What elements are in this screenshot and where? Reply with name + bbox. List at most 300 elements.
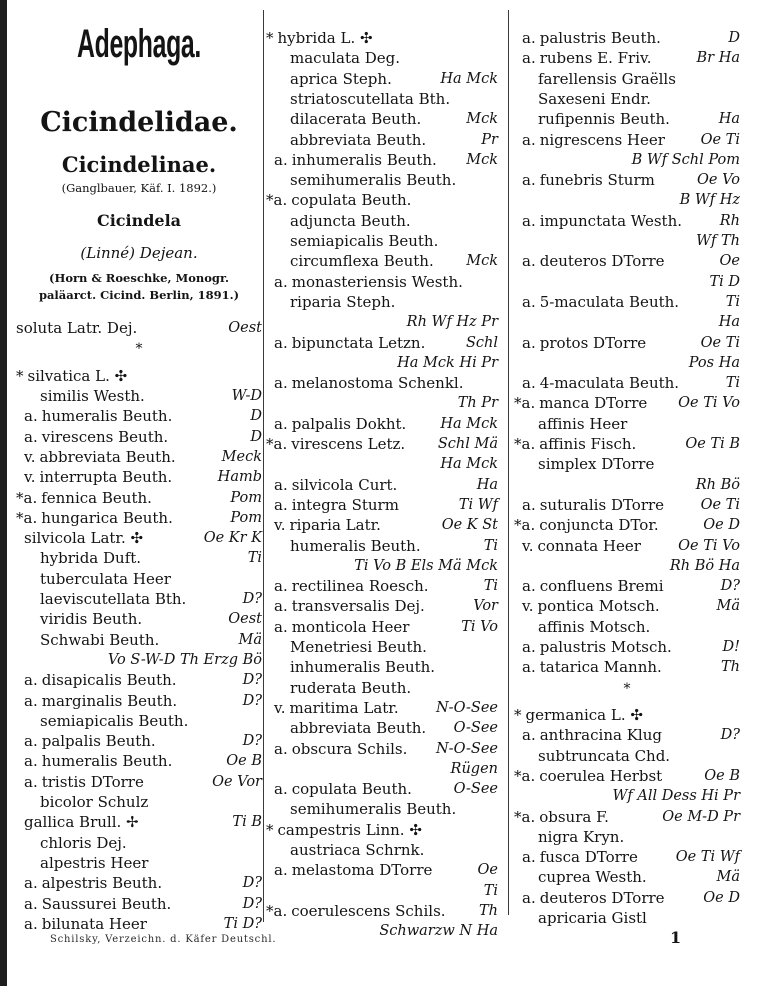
distribution-code: D?: [242, 591, 262, 607]
species-entry: [514, 596, 740, 616]
distribution-code: Mck: [466, 253, 498, 270]
taxon-name: bilunata Heer: [41, 914, 147, 933]
rank-prefix: a.: [522, 848, 536, 867]
species-entry: [266, 109, 498, 129]
rank-prefix: a.: [274, 739, 288, 758]
species-entry: [514, 515, 740, 535]
distribution-continuation: Pos Ha: [688, 354, 740, 371]
taxon-name: palustris Motsch.: [539, 638, 672, 656]
taxon-name: semihumeralis Beuth.: [290, 800, 457, 819]
order-heading: Adephaga.: [77, 22, 201, 66]
distribution-code: Pom: [230, 489, 262, 506]
taxon-name: silvatica L. ✣: [27, 366, 128, 385]
taxon-name: copulata Beuth.: [291, 191, 412, 210]
distribution-code: O-See: [453, 720, 498, 737]
distribution-code: Oe: [477, 862, 498, 879]
taxon-name: circumflexa Beuth.: [290, 252, 434, 271]
species-entry: [16, 609, 262, 629]
distribution-code: Oe Kr K: [203, 530, 262, 547]
distribution-code: Pr: [481, 131, 498, 148]
species-entry: [266, 495, 498, 515]
distribution-code: D: [250, 408, 262, 425]
species-entry: [266, 190, 498, 210]
species-entry: [266, 718, 498, 738]
distribution-code: W-D: [231, 388, 262, 404]
species-entry: [266, 678, 498, 698]
distribution-continuation: B Wf Hz: [679, 192, 740, 209]
species-entry: [514, 617, 740, 637]
section-separator: *: [135, 341, 143, 358]
genus-literature: (Horn & Roeschke, Monogr.: [49, 271, 229, 285]
species-entry: [16, 914, 262, 934]
species-entry: [514, 637, 740, 657]
species-entry: [266, 820, 498, 840]
subfamily-reference: (Ganglbauer, Käf. I. 1892.): [61, 181, 217, 195]
taxon-name: riparia Steph.: [290, 292, 396, 311]
rank-prefix: a.: [274, 495, 288, 514]
distribution-code: Oe: [719, 253, 740, 270]
distribution-continuation: Wf All Dess Hi Pr: [612, 788, 740, 805]
distribution-continuation: Ha: [718, 314, 740, 331]
species-entry: [266, 576, 498, 596]
rank-prefix: v.: [274, 516, 286, 535]
taxon-name: affinis Heer: [538, 414, 628, 433]
species-entry: [16, 792, 262, 812]
species-entry: [266, 292, 498, 312]
taxon-name: Menetriesi Beuth.: [290, 638, 427, 656]
rank-prefix: a.: [522, 658, 536, 677]
rank-prefix: a.: [274, 414, 288, 433]
taxon-name: humeralis Beuth.: [290, 536, 421, 555]
distribution-code: Oe Ti B: [685, 436, 740, 452]
taxon-name: inhumeralis Beuth.: [291, 150, 437, 169]
taxon-name: farellensis Graëlls: [538, 69, 676, 88]
taxon-name: riparia Latr.: [289, 516, 381, 535]
taxon-name: silvicola Latr. ✣: [24, 529, 144, 548]
taxon-name: Schwabi Beuth.: [40, 630, 160, 649]
distribution-continuation: Rh Wf Hz Pr: [406, 314, 498, 331]
species-entry: [266, 272, 498, 292]
species-entry: [16, 427, 262, 447]
taxon-name: apricaria Gistl: [538, 909, 647, 927]
rank-prefix: a.: [522, 577, 536, 596]
taxon-name: affinis Motsch.: [538, 617, 651, 636]
rank-prefix: a.: [24, 894, 38, 913]
rank-prefix: a.: [24, 407, 38, 426]
species-entry: [514, 89, 740, 109]
distribution-code: D?: [242, 875, 262, 892]
species-entry: [266, 414, 498, 434]
rank-prefix: v.: [24, 447, 36, 466]
footer-citation: Schilsky, Verzeichn. d. Käfer Deutschl.: [50, 934, 277, 945]
taxon-name: germanica L. ✣: [525, 706, 643, 724]
taxon-name: simplex DTorre: [538, 455, 655, 474]
rank-prefix: v.: [24, 468, 36, 487]
species-entry: [16, 772, 262, 792]
taxon-name: manca DTorre: [539, 394, 648, 413]
distribution-continuation: Rh Bö: [695, 476, 740, 493]
taxon-name: connata Heer: [537, 536, 641, 555]
taxon-name: abbreviata Beuth.: [39, 447, 176, 466]
species-entry: [514, 373, 740, 393]
rank-prefix: *a.: [16, 508, 38, 527]
distribution-code: Mä: [716, 869, 740, 886]
species-entry: [266, 515, 498, 535]
distribution-code: Th: [720, 659, 740, 676]
species-entry: [514, 536, 740, 556]
rank-prefix: a.: [24, 772, 38, 791]
section-separator: *: [623, 680, 631, 697]
species-entry: [514, 454, 740, 474]
taxon-name: fusca DTorre: [539, 848, 638, 867]
genus-author: (Linné) Dejean.: [80, 244, 198, 262]
rank-prefix: a.: [274, 617, 288, 636]
distribution-code: N-O-See: [435, 740, 498, 757]
distribution-code: Ti: [725, 293, 740, 310]
taxon-name: bipunctata Letzn.: [291, 333, 426, 352]
distribution-code: Ha: [718, 111, 740, 128]
distribution-code: Oe Ti: [700, 131, 740, 148]
distribution-code: Mck: [466, 111, 498, 128]
distribution-continuation: Wf Th: [696, 233, 740, 249]
rank-prefix: *a.: [514, 766, 536, 785]
species-entry: [514, 414, 740, 434]
species-entry: [16, 528, 262, 548]
species-entry: [266, 333, 498, 353]
rank-prefix: a.: [522, 726, 536, 745]
taxon-name: conjuncta DTor.: [539, 516, 659, 535]
distribution-code: Oe Ti: [700, 334, 740, 351]
species-entry: [514, 888, 740, 908]
taxon-name: semiapicalis Beuth.: [290, 232, 439, 250]
species-entry: [266, 617, 498, 637]
rank-prefix: a.: [522, 495, 536, 514]
rank-prefix: a.: [274, 475, 288, 494]
rank-prefix: *a.: [16, 488, 38, 507]
distribution-code: D: [728, 30, 740, 46]
species-entry: [514, 130, 740, 150]
rank-prefix: *a.: [266, 901, 288, 920]
species-entry: [266, 69, 498, 89]
taxon-name: hungarica Beuth.: [41, 508, 173, 527]
genus-literature: paläarct. Cicind. Berlin, 1891.): [38, 288, 240, 302]
rank-prefix: a.: [522, 638, 536, 656]
distribution-code: Oe B: [704, 767, 740, 784]
species-entry: [16, 711, 262, 731]
taxon-name: funebris Sturm: [539, 171, 655, 190]
taxon-name: virescens Beuth.: [41, 427, 169, 446]
taxon-name: interrupta Beuth.: [39, 468, 173, 487]
taxon-name: melastoma DTorre: [291, 861, 433, 880]
rank-prefix: a.: [522, 171, 536, 190]
page-number: 1: [670, 928, 682, 947]
taxon-name: coerulea Herbst: [539, 766, 663, 785]
taxon-name: austriaca Schrnk.: [290, 841, 425, 859]
taxon-name: abbreviata Beuth.: [290, 719, 427, 738]
taxon-name: hybrida Duft.: [40, 549, 142, 568]
rank-prefix: a.: [274, 272, 288, 291]
species-entry: [266, 536, 498, 556]
species-entry: [514, 333, 740, 353]
distribution-continuation: Ha Mck Hi Pr: [397, 354, 498, 371]
distribution-code: Oe D: [703, 517, 740, 534]
species-entry: [16, 751, 262, 771]
species-entry: [16, 873, 262, 893]
rank-prefix: *: [514, 706, 522, 724]
rank-prefix: a.: [522, 29, 536, 47]
rank-prefix: a.: [24, 691, 38, 710]
species-entry: [514, 170, 740, 190]
taxon-name: palpalis Beuth.: [41, 732, 156, 751]
distribution-code: Mck: [466, 151, 498, 168]
distribution-continuation: Ha Mck: [440, 456, 498, 473]
species-entry: [16, 630, 262, 650]
taxon-name: ruderata Beuth.: [290, 678, 412, 697]
rank-prefix: *a.: [514, 516, 536, 535]
species-entry: [266, 475, 498, 495]
taxon-name: subtruncata Chd.: [538, 746, 671, 765]
species-entry: [16, 670, 262, 690]
taxon-name: disapicalis Beuth.: [41, 671, 177, 690]
species-entry: [266, 251, 498, 271]
taxon-name: rectilinea Roesch.: [291, 577, 429, 596]
taxon-name: anthracina Klug: [539, 726, 662, 745]
distribution-code: Pom: [230, 509, 262, 526]
rank-prefix: a.: [522, 211, 536, 230]
taxon-name: 4-maculata Beuth.: [539, 374, 680, 393]
species-entry: [514, 827, 740, 847]
species-entry: [514, 847, 740, 867]
species-entry: [266, 28, 498, 48]
rank-prefix: *a.: [514, 394, 536, 413]
species-entry: [514, 109, 740, 129]
species-entry: [266, 637, 498, 657]
distribution-continuation: Rh Bö Ha: [669, 557, 740, 574]
rank-prefix: *: [266, 29, 274, 47]
species-entry: [514, 211, 740, 231]
distribution-code: O-See: [453, 781, 498, 798]
taxon-name: monticola Heer: [291, 617, 410, 636]
distribution-code: Oest: [228, 611, 262, 628]
taxon-name: monasteriensis Westh.: [291, 272, 463, 291]
distribution-code: D?: [242, 733, 262, 750]
species-entry: [16, 508, 262, 528]
species-entry: [16, 833, 262, 853]
distribution-code: Oe K St: [441, 517, 498, 534]
species-entry: [514, 434, 740, 454]
taxon-name: alpestris Heer: [40, 853, 149, 872]
species-entry: [266, 434, 498, 454]
species-entry: [514, 251, 740, 271]
species-entry: [514, 908, 740, 928]
taxon-name: rufipennis Beuth.: [538, 110, 670, 129]
rank-prefix: a.: [522, 374, 536, 393]
rank-prefix: *: [266, 820, 274, 839]
distribution-code: Schl: [465, 334, 498, 351]
distribution-code: Oe Ti Vo: [678, 395, 740, 412]
taxon-name: alpestris Beuth.: [41, 874, 163, 893]
taxon-name: copulata Beuth.: [291, 780, 412, 799]
rank-prefix: a.: [274, 577, 288, 596]
taxon-name: palpalis Dokht.: [291, 414, 407, 433]
species-entry: [266, 739, 498, 759]
species-entry: [16, 318, 262, 338]
species-entry: [266, 150, 498, 170]
rank-prefix: a.: [274, 597, 288, 616]
distribution-code: Ti D?: [223, 915, 262, 932]
genus-heading: Cicindela: [96, 211, 182, 230]
taxon-name: silvicola Curt.: [291, 475, 398, 494]
rank-prefix: a.: [522, 888, 536, 907]
species-entry: [266, 698, 498, 718]
distribution-code: Hamb: [217, 469, 262, 486]
column-divider: [508, 10, 509, 915]
taxon-name: tatarica Mannh.: [539, 658, 662, 677]
taxon-name: transversalis Dej.: [291, 597, 425, 616]
distribution-code: Oest: [228, 320, 262, 336]
rank-prefix: a.: [24, 671, 38, 690]
taxon-name: gallica Brull. ✢: [24, 813, 139, 832]
distribution-code: D?: [242, 672, 262, 689]
distribution-code: Ti: [725, 375, 740, 392]
distribution-continuation: B Wf Schl Pom: [631, 151, 740, 168]
distribution-continuation: Th Pr: [457, 395, 498, 412]
species-entry: [16, 366, 262, 386]
species-entry: [514, 705, 740, 725]
species-entry: [266, 657, 498, 677]
rank-prefix: *a.: [514, 807, 536, 826]
rank-prefix: a.: [274, 150, 288, 169]
taxon-name: semihumeralis Beuth.: [290, 171, 457, 190]
distribution-code: Ti Vo: [461, 618, 498, 635]
taxon-name: tristis DTorre: [41, 772, 144, 791]
taxon-name: similis Westh.: [40, 387, 145, 405]
rank-prefix: a.: [24, 427, 38, 446]
species-entry: [266, 779, 498, 799]
species-entry: [514, 746, 740, 766]
species-entry: [514, 807, 740, 827]
species-entry: [16, 691, 262, 711]
distribution-code: D!: [722, 639, 740, 655]
distribution-code: D: [250, 428, 262, 445]
distribution-code: Oe Ti: [700, 496, 740, 513]
species-entry: [266, 860, 498, 880]
species-entry: [16, 731, 262, 751]
taxon-name: suturalis DTorre: [539, 495, 665, 514]
distribution-code: Ha: [476, 476, 498, 493]
taxon-name: marginalis Beuth.: [41, 691, 178, 710]
distribution-code: N-O-See: [435, 699, 498, 716]
taxon-name: deuteros DTorre: [539, 888, 665, 907]
species-entry: [514, 867, 740, 887]
rank-prefix: v.: [522, 597, 534, 616]
distribution-code: Vor: [473, 598, 498, 615]
distribution-code: D?: [720, 727, 740, 744]
species-entry: [514, 495, 740, 515]
species-entry: [16, 894, 262, 914]
distribution-code: Mä: [716, 598, 740, 615]
taxon-name: inhumeralis Beuth.: [290, 658, 436, 677]
species-entry: [266, 211, 498, 231]
species-entry: [16, 488, 262, 508]
species-entry: [514, 725, 740, 745]
species-entry: [16, 447, 262, 467]
distribution-code: Ti Wf: [458, 496, 498, 513]
species-entry: [16, 812, 262, 832]
taxon-name: rubens E. Friv.: [539, 49, 652, 68]
species-entry: [16, 386, 262, 406]
species-entry: [514, 69, 740, 89]
distribution-code: Ti: [247, 550, 262, 567]
taxon-name: integra Sturm: [291, 495, 399, 514]
distribution-code: Oe B: [226, 753, 262, 770]
species-entry: [266, 89, 498, 109]
rank-prefix: a.: [274, 780, 288, 799]
species-entry: [514, 48, 740, 68]
distribution-code: Th: [478, 902, 498, 919]
distribution-continuation: Ti: [483, 882, 498, 899]
rank-prefix: a.: [522, 252, 536, 271]
taxon-name: hybrida L. ✣: [277, 29, 373, 47]
column-3: [514, 0, 740, 930]
distribution-code: D?: [720, 578, 740, 595]
taxon-name: nigra Kryn.: [538, 827, 625, 846]
taxon-name: 5-maculata Beuth.: [539, 292, 680, 311]
rank-prefix: v.: [522, 536, 534, 555]
subfamily-heading: Cicindelinae.: [61, 152, 217, 177]
family-heading: Cicindelidae.: [40, 107, 238, 138]
species-entry: [514, 576, 740, 596]
taxon-name: aprica Steph.: [290, 69, 392, 88]
distribution-code: Meck: [221, 448, 262, 465]
taxon-name: maritima Latr.: [289, 698, 399, 717]
distribution-code: Ti B: [232, 814, 262, 831]
distribution-continuation: Ti D: [709, 273, 740, 290]
taxon-name: campestris Linn. ✣: [277, 820, 422, 839]
species-entry: [266, 799, 498, 819]
taxon-name: protos DTorre: [539, 333, 647, 352]
distribution-continuation: Vo S-W-D Th Erzg Bö: [107, 651, 262, 668]
species-entry: [16, 569, 262, 589]
taxon-name: semiapicalis Beuth.: [40, 711, 189, 730]
distribution-code: Schl Mä: [437, 436, 498, 452]
rank-prefix: a.: [274, 374, 288, 393]
distribution-code: D?: [242, 692, 262, 709]
distribution-code: Ha Mck: [440, 70, 498, 87]
rank-prefix: a.: [522, 333, 536, 352]
taxon-name: obsura F.: [539, 807, 609, 826]
taxon-name: virescens Letz.: [291, 435, 406, 453]
taxon-name: Saussurei Beuth.: [41, 894, 172, 913]
taxon-name: humeralis Beuth.: [41, 752, 173, 771]
species-entry: [266, 373, 498, 393]
taxon-name: dilacerata Beuth.: [290, 110, 422, 129]
distribution-continuation: Rügen: [450, 760, 498, 777]
rank-prefix: v.: [274, 698, 286, 717]
species-entry: [16, 406, 262, 426]
species-entry: [514, 292, 740, 312]
species-entry: [16, 467, 262, 487]
distribution-code: Oe Vor: [212, 773, 262, 790]
taxon-name: adjuncta Beuth.: [290, 211, 411, 230]
column-2: [266, 0, 498, 940]
rank-prefix: a.: [274, 333, 288, 352]
species-entry: [266, 130, 498, 150]
rank-prefix: a.: [24, 914, 38, 933]
distribution-code: Br Ha: [696, 50, 740, 67]
taxon-name: abbreviata Beuth.: [290, 130, 427, 149]
distribution-code: Oe D: [703, 889, 740, 906]
